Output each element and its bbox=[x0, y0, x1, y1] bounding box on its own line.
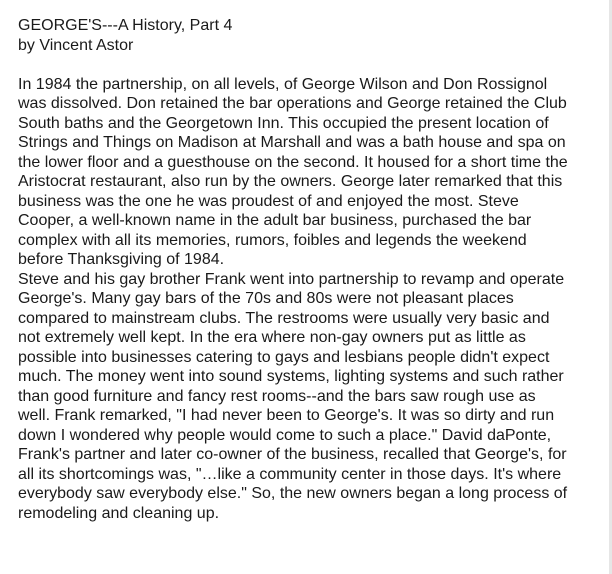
text-line: Steve and his gay brother Frank went into partnership to revamp and operate bbox=[18, 270, 565, 288]
paragraph-2 bbox=[18, 270, 612, 524]
text-line: possible into businesses catering to gays and lesbians people didn't expect bbox=[18, 348, 550, 366]
text-line: Aristocrat restaurant, also run by the owners. George later remarked that this bbox=[18, 173, 563, 190]
text-line: everybody saw everybody else." So, the new owners began a long process of bbox=[18, 485, 568, 502]
text-line: before Thanksgiving of 1984. bbox=[18, 251, 225, 268]
text-line: not extremely well kept. In the era where non-gay owners put as little as bbox=[18, 329, 526, 346]
article bbox=[18, 16, 612, 523]
text-line: compared to mainstream clubs. The restrooms were usually very basic and bbox=[18, 309, 550, 327]
text-line: remodeling and cleaning up. bbox=[18, 504, 220, 522]
paragraph-1 bbox=[18, 75, 612, 270]
text-line: Cooper, a well-known name in the adult bar business, purchased the bar bbox=[18, 212, 532, 229]
text-line: much. The money went into sound systems, lighting systems and such rather bbox=[18, 368, 564, 385]
text-line: than good furniture and fancy rest rooms--and the bars saw rough use as bbox=[18, 387, 536, 405]
article-byline: by Vincent Astor bbox=[18, 36, 134, 54]
text-line: Strings and Things on Madison at Marshall and was a bath house and spa on bbox=[18, 134, 566, 151]
text-line: George's. Many gay bars of the 70s and 80s were not pleasant places bbox=[18, 290, 514, 307]
text-line: business was the one he was proudest of and enjoyed the most. Steve bbox=[18, 192, 519, 210]
article-title: GEORGE'S---A History, Part 4 bbox=[18, 17, 233, 34]
text-line: all its shortcomings was, "…like a community center in those days. It's where bbox=[18, 465, 562, 483]
text-line: Frank's partner and later co-owner of the business, recalled that George's, for bbox=[18, 446, 567, 463]
text-line: down I wondered why people would come to such a place." David daPonte, bbox=[18, 426, 552, 444]
text-line: the lower floor and a guesthouse on the second. It housed for a short time the bbox=[18, 153, 568, 171]
text-line: was dissolved. Don retained the bar operations and George retained the Club bbox=[18, 95, 567, 112]
text-line: complex with all its memories, rumors, foibles and legends the weekend bbox=[18, 231, 527, 249]
text-line: well. Frank remarked, "I had never been to George's. It was so dirty and run bbox=[18, 407, 555, 424]
text-line: In 1984 the partnership, on all levels, of George Wilson and Don Rossignol bbox=[18, 75, 548, 93]
text-line: South baths and the Georgetown Inn. This occupied the present location of bbox=[18, 114, 549, 132]
